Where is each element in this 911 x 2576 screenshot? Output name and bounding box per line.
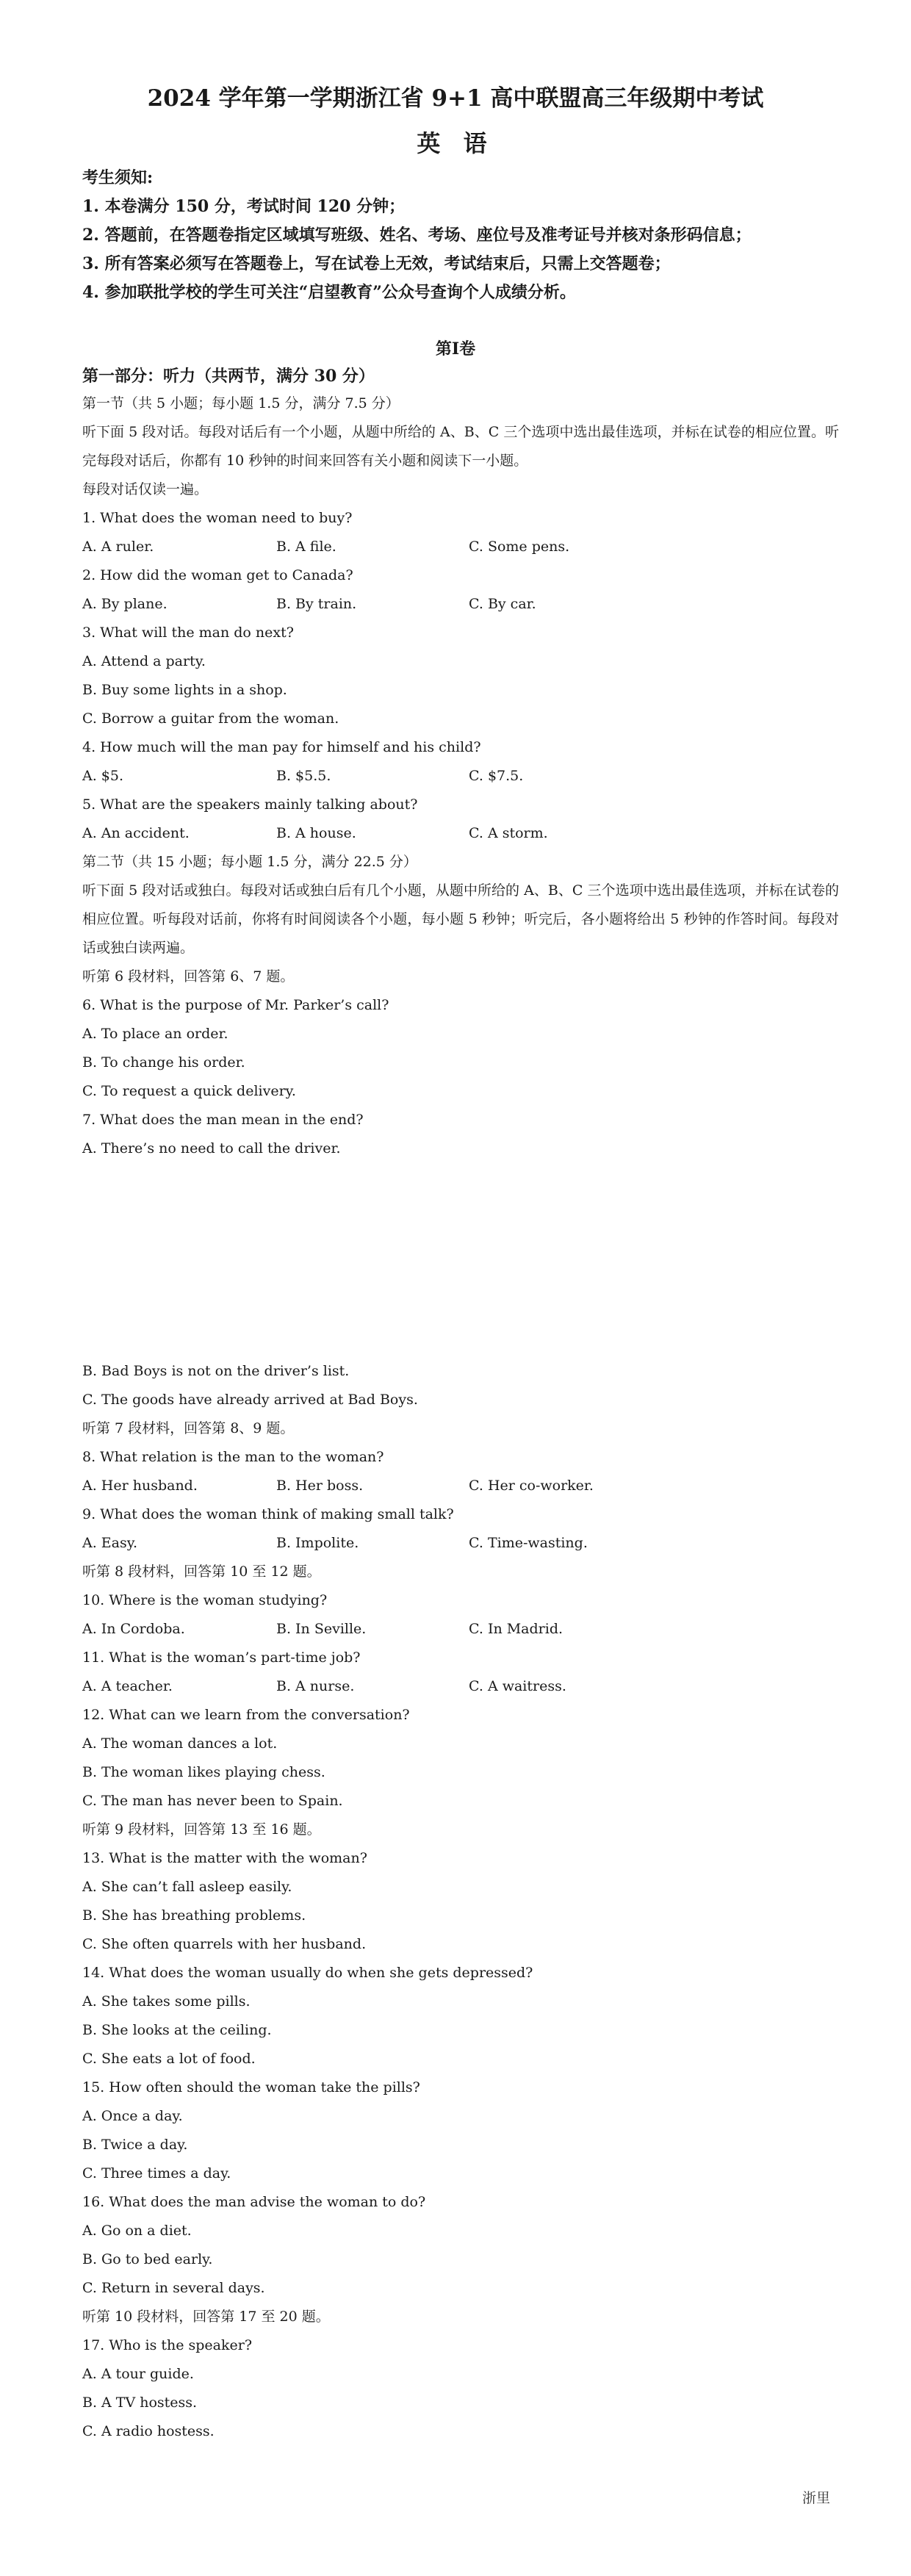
material-note: 听第 9 段材料，回答第 13 至 16 题。 xyxy=(82,1821,321,1838)
option-a: A. She takes some pills. xyxy=(82,1993,251,2010)
option-a: A. Easy. xyxy=(82,1535,137,1551)
option-a: A. Once a day. xyxy=(82,2108,183,2124)
notice-item: 2. 答题前，在答题卷指定区域填写班级、姓名、考场、座位号及准考证号并核对条形码信息； xyxy=(82,226,752,245)
options-row xyxy=(82,819,839,848)
notice-item: 4. 参加联批学校的学生可关注“启望教育”公众号查询个人成绩分析。 xyxy=(82,283,576,302)
option-c: C. A radio hostess. xyxy=(82,2423,215,2439)
notice-item: 3. 所有答案必须写在答题卷上，写在试卷上无效，考试结束后，只需上交答题卷； xyxy=(82,254,671,273)
option-c: C. Time-wasting. xyxy=(469,1535,588,1551)
option-a: A. $5. xyxy=(82,768,124,784)
listening-section xyxy=(82,389,839,1163)
option-a: A. There’s no need to call the driver. xyxy=(82,1140,341,1156)
question-stem: 13. What is the matter with the woman? xyxy=(82,1850,367,1866)
option-c: C. In Madrid. xyxy=(469,1621,563,1637)
question-stem: 12. What can we learn from the conversation? xyxy=(82,1707,410,1723)
section-heading: 第二节（共 15 小题；每小题 1.5 分，满分 22.5 分） xyxy=(82,854,417,870)
option-b: B. Buy some lights in a shop. xyxy=(82,682,287,698)
section-heading: 第一节（共 5 小题；每小题 1.5 分，满分 7.5 分） xyxy=(82,395,400,411)
options-row xyxy=(82,1672,839,1701)
option-a: A. Her husband. xyxy=(82,1478,198,1494)
option-b: B. Impolite. xyxy=(276,1535,359,1551)
instructions-note: 每段对话仅读一遍。 xyxy=(82,481,209,497)
option-a: A. The woman dances a lot. xyxy=(82,1735,278,1752)
question-stem: 16. What does the man advise the woman to do? xyxy=(82,2194,426,2210)
option-b: B. She looks at the ceiling. xyxy=(82,2022,272,2038)
option-a: A. A tour guide. xyxy=(82,2366,194,2382)
volume-heading: 第Ⅰ卷 xyxy=(435,339,476,359)
question-stem: 5. What are the speakers mainly talking about? xyxy=(82,796,418,813)
page-footer: 浙里 xyxy=(802,2490,830,2506)
material-note: 听第 8 段材料，回答第 10 至 12 题。 xyxy=(82,1564,321,1580)
material-note: 听第 10 段材料，回答第 17 至 20 题。 xyxy=(82,2309,330,2325)
option-b: B. A nurse. xyxy=(276,1678,355,1694)
option-a: A. In Cordoba. xyxy=(82,1621,185,1637)
option-c: C. To request a quick delivery. xyxy=(82,1083,296,1099)
question-stem: 7. What does the man mean in the end? xyxy=(82,1112,364,1128)
option-c: C. The goods have already arrived at Bad Boys. xyxy=(82,1392,418,1408)
option-a: A. An accident. xyxy=(82,825,190,841)
option-b: B. A TV hostess. xyxy=(82,2395,198,2411)
exam-notice xyxy=(82,163,835,307)
option-b: B. She has breathing problems. xyxy=(82,1907,306,1924)
options-row xyxy=(82,1615,839,1644)
options-row xyxy=(82,1472,839,1500)
option-b: B. The woman likes playing chess. xyxy=(82,1764,325,1780)
option-c: C. The man has never been to Spain. xyxy=(82,1793,343,1809)
option-c: C. Borrow a guitar from the woman. xyxy=(82,710,339,727)
material-note: 听第 7 段材料，回答第 8、9 题。 xyxy=(82,1420,295,1436)
option-c: C. Three times a day. xyxy=(82,2165,231,2181)
notice-heading: 考生须知: xyxy=(82,168,154,187)
option-a: A. A ruler. xyxy=(82,539,154,555)
option-a: A. Go on a diet. xyxy=(82,2223,192,2239)
option-c: C. $7.5. xyxy=(469,768,524,784)
instructions: 听下面 5 段对话或独白。每段对话或独白后有几个小题，从题中所给的 A、B、C 三个选项中选出最佳选项，并标在试卷的相应位置。听每段对话前，你将有时间阅读各个小题，每小题 5 秒钟；听完后，各小题将给出 5 秒钟的作答时间。每段对话或独白读两遍。 xyxy=(82,882,839,956)
question-stem: 3. What will the man do next? xyxy=(82,625,294,641)
option-c: C. Some pens. xyxy=(469,539,570,555)
question-stem: 9. What does the woman think of making small talk? xyxy=(82,1506,454,1522)
question-stem: 4. How much will the man pay for himself and his child? xyxy=(82,739,481,755)
options-row xyxy=(82,590,839,619)
option-b: B. To change his order. xyxy=(82,1054,245,1071)
question-stem: 2. How did the woman get to Canada? xyxy=(82,567,353,583)
option-c: C. She often quarrels with her husband. xyxy=(82,1936,367,1952)
instructions: 听下面 5 段对话。每段对话后有一个小题，从题中所给的 A、B、C 三个选项中选出最佳选项，并标在试卷的相应位置。听完每段对话后，你都有 10 秒钟的时间来回答有关小题和阅读下一小题。 xyxy=(82,424,839,469)
option-c: C. A storm. xyxy=(469,825,548,841)
option-b: B. A file. xyxy=(276,539,336,555)
option-a: A. She can’t fall asleep easily. xyxy=(82,1879,292,1895)
option-a: A. To place an order. xyxy=(82,1026,228,1042)
option-c: C. Return in several days. xyxy=(82,2280,265,2296)
options-row xyxy=(82,1529,839,1558)
question-stem: 10. Where is the woman studying? xyxy=(82,1592,328,1608)
option-c: C. She eats a lot of food. xyxy=(82,2051,256,2067)
question-stem: 1. What does the woman need to buy? xyxy=(82,510,353,526)
exam-title: 2024 学年第一学期浙江省 9+1 高中联盟高三年级期中考试 xyxy=(147,85,764,112)
question-stem: 17. Who is the speaker? xyxy=(82,2337,253,2353)
options-row xyxy=(82,533,839,561)
option-b: B. $5.5. xyxy=(276,768,331,784)
option-b: B. Her boss. xyxy=(276,1478,364,1494)
option-b: B. Go to bed early. xyxy=(82,2251,213,2267)
question-stem: 14. What does the woman usually do when she gets depressed? xyxy=(82,1965,533,1981)
option-a: A. A teacher. xyxy=(82,1678,173,1694)
option-c: C. By car. xyxy=(469,596,536,612)
notice-item: 1. 本卷满分 150 分，考试时间 120 分钟； xyxy=(82,197,406,216)
option-a: A. By plane. xyxy=(82,596,168,612)
option-b: B. Bad Boys is not on the driver’s list. xyxy=(82,1363,350,1379)
option-b: B. By train. xyxy=(276,596,357,612)
option-b: B. A house. xyxy=(276,825,356,841)
material-note: 听第 6 段材料，回答第 6、7 题。 xyxy=(82,968,295,985)
part-heading: 第一部分：听力（共两节，满分 30 分） xyxy=(82,367,375,386)
options-row xyxy=(82,762,839,791)
subject-title: 英 语 xyxy=(417,129,494,157)
question-stem: 6. What is the purpose of Mr. Parker’s call? xyxy=(82,997,389,1013)
question-stem: 11. What is the woman’s part-time job? xyxy=(82,1649,361,1666)
listening-section-continued xyxy=(82,1357,839,2446)
option-c: C. A waitress. xyxy=(469,1678,566,1694)
question-stem: 15. How often should the woman take the pills? xyxy=(82,2079,420,2095)
option-b: B. In Seville. xyxy=(276,1621,367,1637)
option-c: C. Her co-worker. xyxy=(469,1478,594,1494)
question-stem: 8. What relation is the man to the woman? xyxy=(82,1449,384,1465)
option-a: A. Attend a party. xyxy=(82,653,206,669)
option-b: B. Twice a day. xyxy=(82,2137,188,2153)
